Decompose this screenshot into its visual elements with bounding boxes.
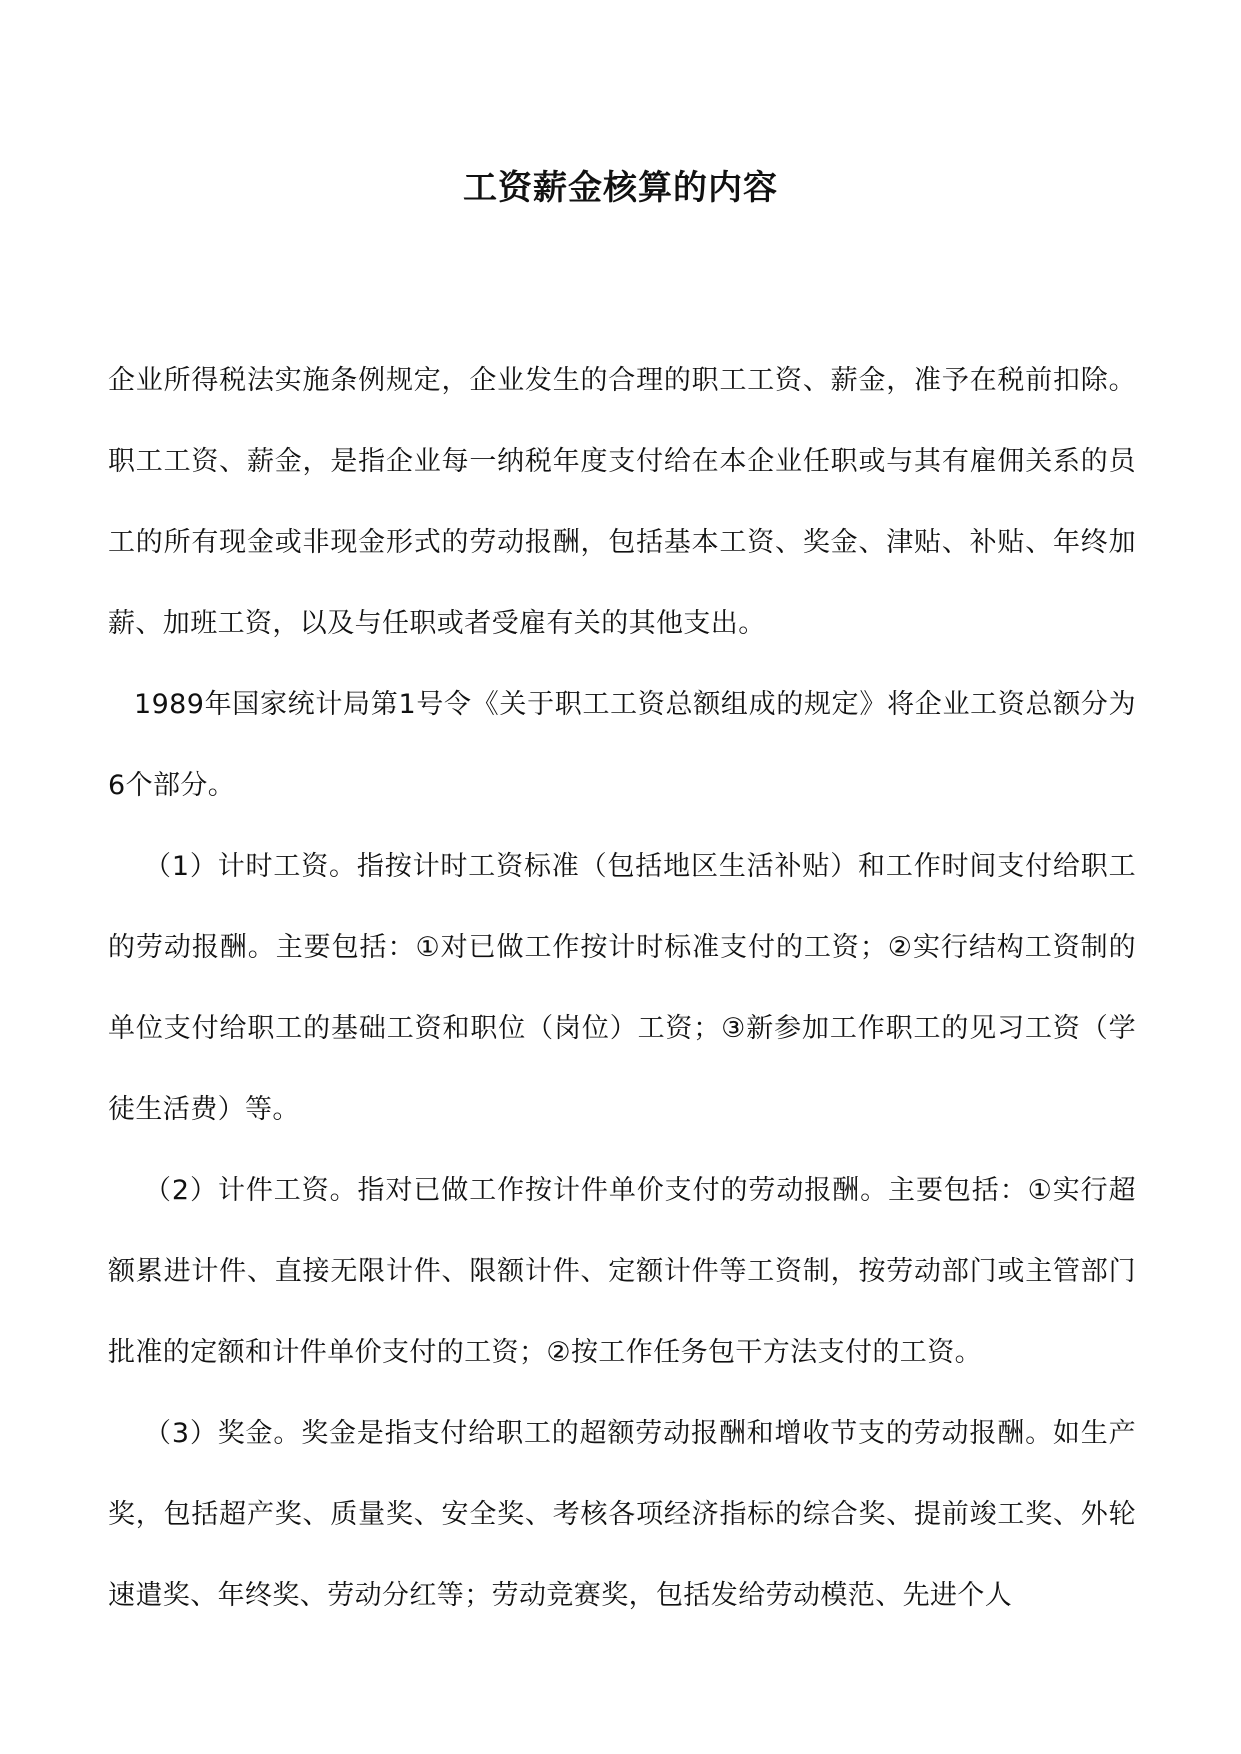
document-body (108, 340, 1136, 1636)
document-title: 工资薪金核算的内容 (463, 168, 778, 208)
paragraph-bonus: （3）奖金。奖金是指支付给职工的超额劳动报酬和增收节支的劳动报酬。如生产奖，包括超产奖、质量奖、安全奖、考核各项经济指标的综合奖、提前竣工奖、外轮速遣奖、年终奖、劳动分红等；劳动竞赛奖，包括发给劳动模范、先进个人 (108, 1418, 1136, 1611)
paragraph-time-wage: （1）计时工资。指按计时工资标准（包括地区生活补贴）和工作时间支付给职工的劳动报酬。主要包括：①对已做工作按计时标准支付的工资；②实行结构工资制的单位支付给职工的基础工资和职位（岗位）工资；③新参加工作职工的见习工资（学徒生活费）等。 (108, 851, 1136, 1125)
paragraph-piece-wage: （2）计件工资。指对已做工作按计件单价支付的劳动报酬。主要包括：①实行超额累进计件、直接无限计件、限额计件、定额计件等工资制，按劳动部门或主管部门批准的定额和计件单价支付的工资；②按工作任务包干方法支付的工资。 (108, 1175, 1136, 1368)
paragraph-regulation: 1989年国家统计局第1号令《关于职工工资总额组成的规定》将企业工资总额分为6个部分。 (108, 689, 1136, 801)
paragraph-intro: 企业所得税法实施条例规定，企业发生的合理的职工工资、薪金，准予在税前扣除。职工工资、薪金，是指企业每一纳税年度支付给在本企业任职或与其有雇佣关系的员工的所有现金或非现金形式的劳动报酬，包括基本工资、奖金、津贴、补贴、年终加薪、加班工资，以及与任职或者受雇有关的其他支出。 (108, 365, 1136, 639)
